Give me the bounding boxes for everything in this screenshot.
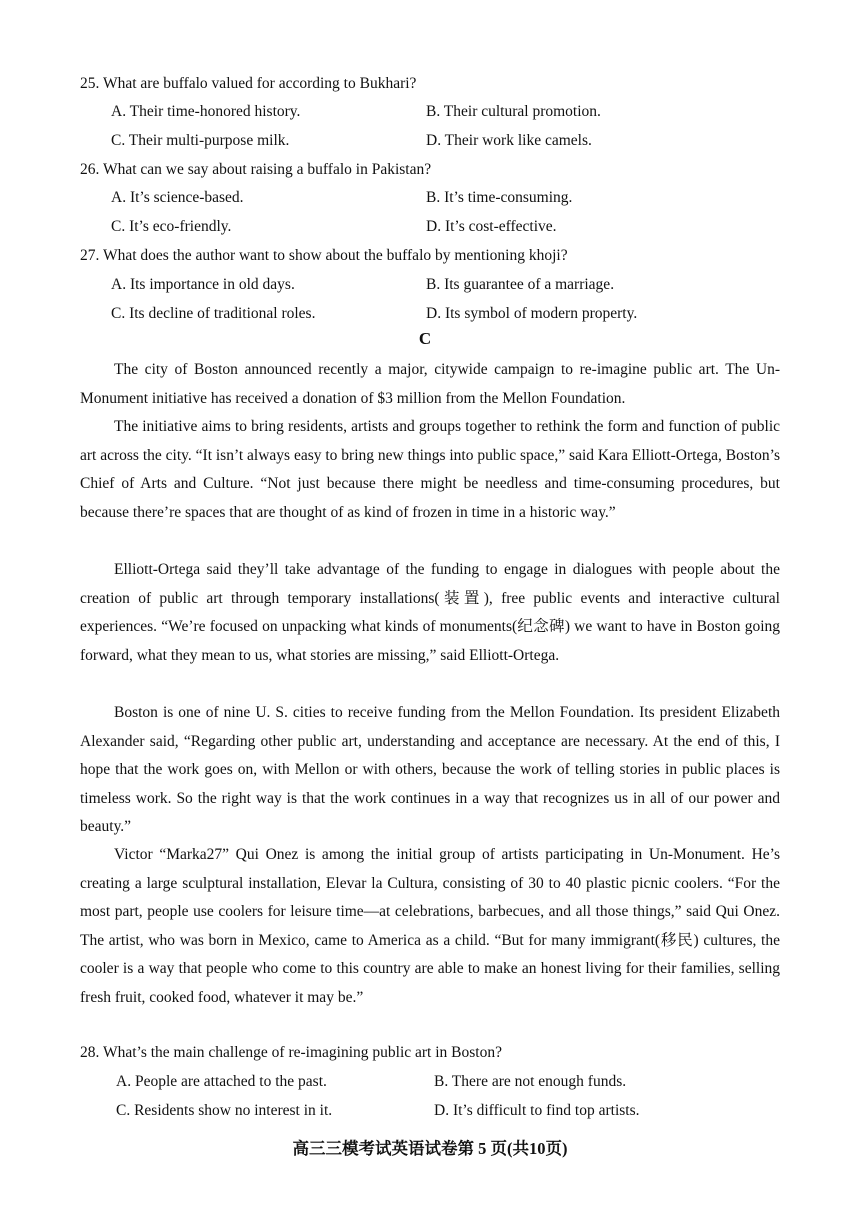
passage-paragraph-5 bbox=[80, 841, 780, 1012]
passage-paragraph-4-text: Boston is one of nine U. S. cities to receive funding from the Mellon Foundation. Its president Elizabeth Alexander said, “Regarding other public art, understanding and acceptance are necessary. At the end of this, I hope that the work goes on, with Mellon or with others, because the work of telling stories in public places is timeless work. So the right way is that the work continues in a way that recognizes us in all of our power and beauty.” bbox=[80, 704, 780, 835]
passage-paragraph-4 bbox=[80, 699, 780, 842]
question-28-option-b: B. There are not enough funds. bbox=[434, 1073, 627, 1090]
question-28-option-a: A. People are attached to the past. bbox=[116, 1073, 327, 1090]
question-26-option-a: A. It’s science-based. bbox=[111, 189, 244, 206]
passage-paragraph-1 bbox=[80, 356, 780, 413]
passage-paragraph-1-text: The city of Boston announced recently a major, citywide campaign to re-imagine public art. The Un-Monument initiative has received a donation of $3 million from the Mellon Foundation. bbox=[80, 361, 780, 407]
question-25-option-c: C. Their multi-purpose milk. bbox=[111, 132, 290, 149]
passage-paragraph-3-text: Elliott-Ortega said they’ll take advantage of the funding to engage in dialogues with people about the creation of public art through temporary installations(装置), free public events and interactive cultural experiences. “We’re focused on unpacking what kinds of monuments(纪念碑) we want to have in Boston going forward, what they mean to us, what stories are missing,” said Elliott-Ortega. bbox=[80, 561, 780, 664]
passage-paragraph-3 bbox=[80, 556, 780, 670]
question-25-option-d: D. Their work like camels. bbox=[426, 132, 592, 149]
section-label: C bbox=[418, 329, 432, 348]
question-27-option-c: C. Its decline of traditional roles. bbox=[111, 305, 316, 322]
question-28-stem: 28. What’s the main challenge of re-imagining public art in Boston? bbox=[80, 1044, 502, 1061]
question-25-option-b: B. Their cultural promotion. bbox=[426, 103, 601, 120]
question-27-option-d: D. Its symbol of modern property. bbox=[426, 305, 638, 322]
question-27-option-b: B. Its guarantee of a marriage. bbox=[426, 276, 615, 293]
page-footer: 高三三模考试英语试卷第 5 页(共10页) bbox=[292, 1139, 568, 1158]
passage-paragraph-5-text: Victor “Marka27” Qui Onez is among the initial group of artists participating in Un-Monument. He’s creating a large sculptural installation, Elevar la Cultura, consisting of 30 to 40 plastic picnic coolers. “For the most part, people use coolers for leisure time—at celebrations, barbecues, and all those things,” said Qui Onez. The artist, who was born in Mexico, came to America as a child. “But for many immigrant(移民) cultures, the cooler is a way that people who come to this country are able to make an honest living for their families, selling fresh fruit, cooked food, whatever it may be.” bbox=[80, 846, 780, 1006]
question-27-option-a: A. Its importance in old days. bbox=[111, 276, 295, 293]
question-28-option-c: C. Residents show no interest in it. bbox=[116, 1102, 333, 1119]
question-25-stem: 25. What are buffalo valued for according to Bukhari? bbox=[80, 75, 417, 92]
question-26-option-b: B. It’s time-consuming. bbox=[426, 189, 573, 206]
question-28-option-d: D. It’s difficult to find top artists. bbox=[434, 1102, 640, 1119]
question-26-option-d: D. It’s cost-effective. bbox=[426, 218, 557, 235]
question-25-option-a: A. Their time-honored history. bbox=[111, 103, 301, 120]
question-27-stem: 27. What does the author want to show about the buffalo by mentioning khoji? bbox=[80, 247, 568, 264]
passage-paragraph-2-text: The initiative aims to bring residents, artists and groups together to rethink the form and function of public art across the city. “It isn’t always easy to bring new things into public space,” said Kara Elliott-Ortega, Boston’s Chief of Arts and Culture. “Not just because there might be needless and time-consuming procedures, but because there’re spaces that are thought of as kind of frozen in time in a historic way.” bbox=[80, 418, 780, 521]
question-26-stem: 26. What can we say about raising a buffalo in Pakistan? bbox=[80, 161, 432, 178]
question-26-option-c: C. It’s eco-friendly. bbox=[111, 218, 232, 235]
passage-paragraph-2 bbox=[80, 413, 780, 527]
